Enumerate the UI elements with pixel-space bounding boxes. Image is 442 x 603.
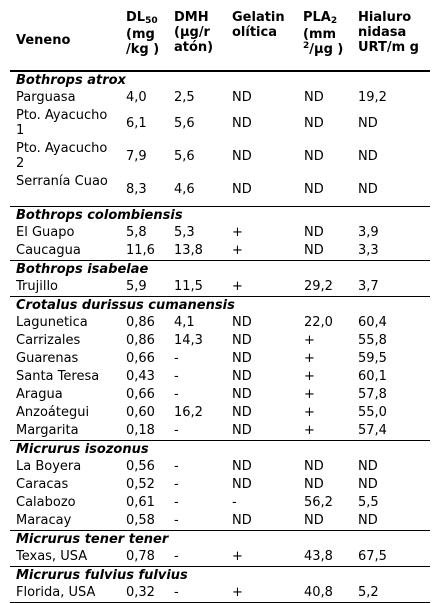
cell-dl50: 4,0	[126, 90, 147, 105]
cell-veneno: La Boyera	[16, 459, 82, 474]
cell-gelatinolitica: ND	[232, 182, 252, 197]
header-veneno: Veneno	[16, 33, 71, 48]
cell-dmh: 4,1	[174, 315, 195, 330]
cell-veneno: Trujillo	[16, 279, 59, 294]
cell-dl50: 8,3	[126, 182, 147, 197]
cell-gelatinolitica: ND	[232, 315, 252, 330]
cell-dmh: -	[174, 387, 179, 402]
cell-dmh: -	[174, 549, 179, 564]
cell-veneno: Carrizales	[16, 333, 81, 348]
cell-veneno: Texas, USA	[16, 549, 88, 564]
header-gelatinolitica: Gelatin olítica	[232, 10, 285, 40]
cell-veneno: Caracas	[16, 477, 69, 492]
cell-hialuronidasa: ND	[358, 459, 378, 474]
cell-pla2: ND	[304, 182, 324, 197]
header-pla2-superscript: 2	[303, 41, 310, 51]
cell-hialuronidasa: ND	[358, 513, 378, 528]
species-heading: Micrurus fulvius fulvius	[10, 566, 430, 584]
cell-dmh: -	[174, 351, 179, 366]
cell-dl50: 5,9	[126, 279, 147, 294]
cell-hialuronidasa: 55,0	[358, 405, 387, 420]
cell-pla2: +	[304, 387, 315, 402]
cell-veneno: Pto. Ayacucho 2	[16, 141, 108, 171]
table-row	[10, 404, 430, 422]
header-pla2-unit-b: /µg )	[309, 42, 344, 57]
table-row	[10, 476, 430, 494]
cell-pla2: 29,2	[304, 279, 333, 294]
cell-dl50: 5,8	[126, 225, 147, 240]
cell-gelatinolitica: ND	[232, 459, 252, 474]
cell-hialuronidasa: 60,1	[358, 369, 387, 384]
cell-gelatinolitica: ND	[232, 351, 252, 366]
table-row	[10, 224, 430, 242]
cell-pla2: 56,2	[304, 495, 333, 510]
header-pla2-label: PLA	[303, 10, 331, 25]
header-pla2-subscript: 2	[330, 16, 338, 26]
cell-veneno: Caucagua	[16, 243, 81, 258]
cell-dl50: 0,18	[126, 423, 155, 438]
table-row	[10, 332, 430, 350]
cell-hialuronidasa: 19,2	[358, 90, 387, 105]
cell-pla2: +	[304, 369, 315, 384]
header-dmh: DMH (µg/r atón)	[174, 10, 214, 55]
cell-dl50: 11,6	[126, 243, 155, 258]
cell-dl50: 0,66	[126, 351, 155, 366]
cell-dmh: 5,6	[174, 149, 195, 164]
cell-pla2: ND	[304, 116, 324, 131]
cell-gelatinolitica: ND	[232, 333, 252, 348]
cell-veneno: Pto. Ayacucho 1	[16, 108, 108, 138]
cell-pla2: 43,8	[304, 549, 333, 564]
cell-dmh: -	[174, 513, 179, 528]
header-hialuronidasa: Hialuro nidasa URT/m g	[358, 10, 419, 55]
cell-dmh: 2,5	[174, 90, 195, 105]
cell-pla2: ND	[304, 513, 324, 528]
species-heading: Bothrops colombiensis	[10, 206, 430, 224]
cell-veneno: Anzoátegui	[16, 405, 90, 420]
cell-dl50: 6,1	[126, 116, 147, 131]
cell-dmh: 16,2	[174, 405, 203, 420]
cell-veneno: Santa Teresa	[16, 369, 100, 384]
cell-dl50: 0,56	[126, 459, 155, 474]
table-row	[10, 512, 430, 530]
cell-gelatinolitica: ND	[232, 90, 252, 105]
cell-hialuronidasa: 60,4	[358, 315, 387, 330]
cell-pla2: +	[304, 351, 315, 366]
cell-dl50: 0,86	[126, 333, 155, 348]
table-row	[10, 107, 430, 140]
cell-hialuronidasa: ND	[358, 182, 378, 197]
species-heading: Bothrops isabelae	[10, 260, 430, 278]
header-pla2-unit-a: (mm	[303, 27, 337, 42]
cell-pla2: ND	[304, 459, 324, 474]
table-row	[10, 494, 430, 512]
cell-hialuronidasa: 57,4	[358, 423, 387, 438]
table-row	[10, 386, 430, 404]
table-header	[10, 4, 430, 71]
cell-pla2: ND	[304, 149, 324, 164]
cell-gelatinolitica: ND	[232, 387, 252, 402]
table-row	[10, 422, 430, 440]
cell-hialuronidasa: 5,2	[358, 585, 379, 600]
venom-table	[10, 4, 430, 603]
cell-dl50: 0,43	[126, 369, 155, 384]
cell-gelatinolitica: +	[232, 549, 243, 564]
cell-pla2: ND	[304, 477, 324, 492]
table-row	[10, 458, 430, 476]
cell-veneno: El Guapo	[16, 225, 75, 240]
cell-gelatinolitica: ND	[232, 477, 252, 492]
cell-dl50: 7,9	[126, 149, 147, 164]
cell-dl50: 0,86	[126, 315, 155, 330]
cell-dmh: 5,3	[174, 225, 195, 240]
table-row	[10, 548, 430, 566]
cell-gelatinolitica: ND	[232, 405, 252, 420]
table-row	[10, 173, 430, 206]
table-row	[10, 278, 430, 296]
cell-dmh: 4,6	[174, 182, 195, 197]
cell-pla2: +	[304, 333, 315, 348]
cell-pla2: ND	[304, 225, 324, 240]
cell-hialuronidasa: ND	[358, 116, 378, 131]
cell-dl50: 0,61	[126, 495, 155, 510]
header-dl50-subscript: 50	[145, 16, 158, 26]
cell-gelatinolitica: ND	[232, 513, 252, 528]
cell-hialuronidasa: 3,9	[358, 225, 379, 240]
cell-hialuronidasa: ND	[358, 149, 378, 164]
cell-hialuronidasa: 3,3	[358, 243, 379, 258]
cell-gelatinolitica: ND	[232, 369, 252, 384]
cell-gelatinolitica: -	[232, 495, 237, 510]
table-row	[10, 368, 430, 386]
cell-dl50: 0,52	[126, 477, 155, 492]
table-row	[10, 584, 430, 603]
cell-gelatinolitica: +	[232, 225, 243, 240]
cell-dmh: -	[174, 459, 179, 474]
cell-veneno: Lagunetica	[16, 315, 88, 330]
cell-veneno: Serranía Cuao	[16, 174, 108, 189]
species-heading: Micrurus tener tener	[10, 530, 430, 548]
header-pla2	[303, 10, 351, 59]
species-heading: Micrurus isozonus	[10, 440, 430, 458]
species-heading: Crotalus durissus cumanensis	[10, 296, 430, 314]
cell-veneno: Guarenas	[16, 351, 79, 366]
cell-dl50: 0,58	[126, 513, 155, 528]
cell-dmh: -	[174, 423, 179, 438]
cell-dmh: -	[174, 495, 179, 510]
cell-gelatinolitica: +	[232, 279, 243, 294]
cell-dmh: -	[174, 585, 179, 600]
cell-veneno: Maracay	[16, 513, 72, 528]
cell-pla2: 22,0	[304, 315, 333, 330]
cell-dl50: 0,78	[126, 549, 155, 564]
cell-gelatinolitica: ND	[232, 149, 252, 164]
cell-gelatinolitica: ND	[232, 116, 252, 131]
cell-hialuronidasa: ND	[358, 477, 378, 492]
cell-veneno: Aragua	[16, 387, 63, 402]
header-dl50-unit: (mg /kg )	[126, 27, 160, 57]
table-row	[10, 242, 430, 260]
cell-veneno: Calabozo	[16, 495, 76, 510]
cell-dl50: 0,60	[126, 405, 155, 420]
cell-hialuronidasa: 59,5	[358, 351, 387, 366]
cell-hialuronidasa: 3,7	[358, 279, 379, 294]
cell-pla2: ND	[304, 243, 324, 258]
cell-hialuronidasa: 67,5	[358, 549, 387, 564]
cell-hialuronidasa: 55,8	[358, 333, 387, 348]
cell-dmh: -	[174, 369, 179, 384]
cell-dmh: 13,8	[174, 243, 203, 258]
cell-dl50: 0,66	[126, 387, 155, 402]
cell-dmh: -	[174, 477, 179, 492]
cell-gelatinolitica: ND	[232, 423, 252, 438]
table-row	[10, 350, 430, 368]
cell-dmh: 5,6	[174, 116, 195, 131]
cell-gelatinolitica: +	[232, 243, 243, 258]
cell-pla2: +	[304, 405, 315, 420]
cell-pla2: +	[304, 423, 315, 438]
cell-dl50: 0,32	[126, 585, 155, 600]
table-row	[10, 89, 430, 107]
cell-gelatinolitica: +	[232, 585, 243, 600]
cell-hialuronidasa: 5,5	[358, 495, 379, 510]
cell-pla2: ND	[304, 90, 324, 105]
header-dl50-label: DL	[126, 10, 146, 25]
cell-veneno: Parguasa	[16, 90, 76, 105]
cell-dmh: 11,5	[174, 279, 203, 294]
species-heading: Bothrops atrox	[10, 71, 430, 89]
table-row	[10, 140, 430, 173]
cell-pla2: 40,8	[304, 585, 333, 600]
cell-dmh: 14,3	[174, 333, 203, 348]
table-row	[10, 314, 430, 332]
cell-hialuronidasa: 57,8	[358, 387, 387, 402]
header-dl50	[126, 10, 170, 57]
cell-veneno: Margarita	[16, 423, 79, 438]
cell-veneno: Florida, USA	[16, 585, 96, 600]
table-body	[10, 71, 430, 603]
